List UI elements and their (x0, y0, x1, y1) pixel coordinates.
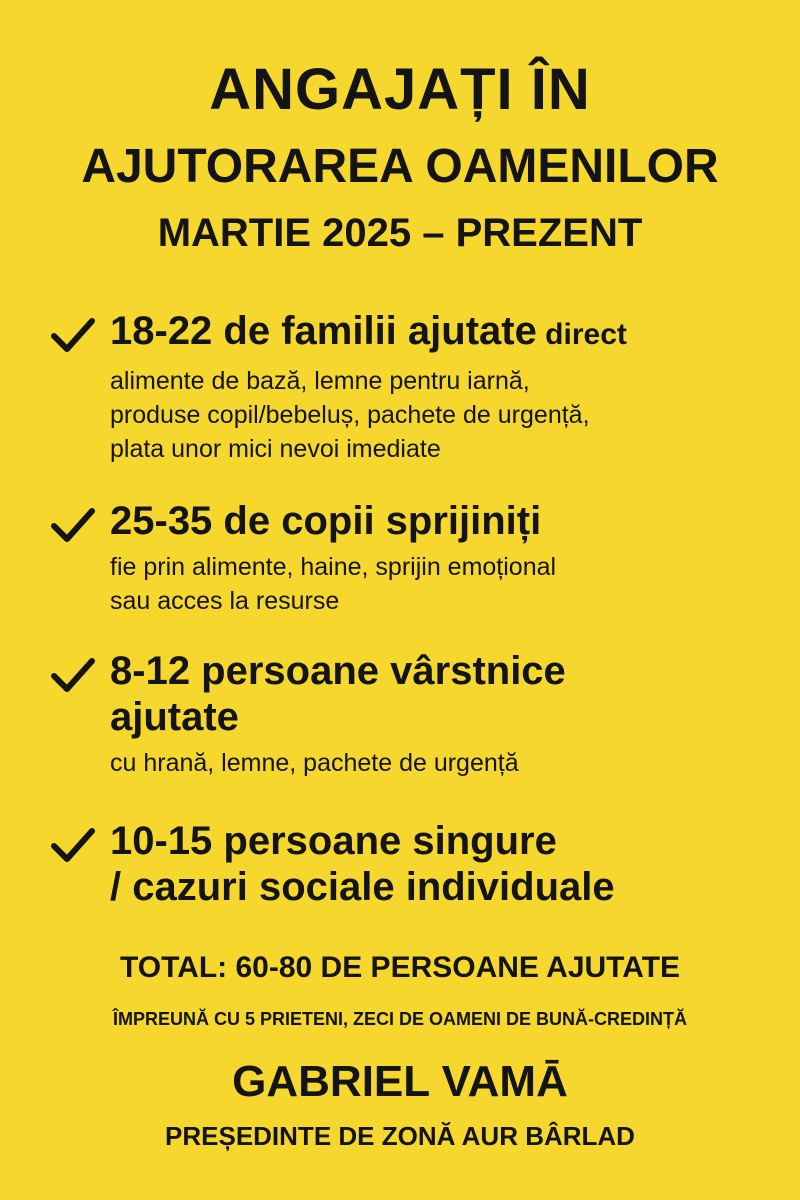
description-line: alimente de bază, lemne pentru iarnă, (110, 367, 530, 395)
author-role: PREȘEDINTE DE ZONĂ AUR BÂRLAD (165, 1121, 635, 1151)
description-line: cu hrană, lemne, pachete de urgență (110, 749, 519, 777)
headline-text: 18-22 de familii ajutate (110, 309, 537, 353)
achievement-headline (110, 648, 780, 740)
achievement-item-elderly (50, 648, 780, 780)
achievement-headline (110, 818, 780, 910)
description-line: fie prin alimente, haine, sprijin emoțional (110, 553, 557, 581)
check-icon (50, 506, 96, 546)
achievement-item-social-cases (50, 818, 780, 910)
headline-suffix: direct (536, 318, 627, 351)
description-line: plata unor mici nevoi imediate (110, 435, 441, 463)
title-line-1: ANGAJAȚI ÎN (209, 57, 591, 122)
headline-line: / cazuri sociale individuale (110, 865, 615, 909)
achievement-description (110, 550, 780, 618)
check-icon (50, 826, 96, 866)
achievement-item-children (50, 498, 780, 618)
check-icon (50, 316, 96, 356)
achievement-headline (110, 308, 780, 358)
total-summary: TOTAL: 60-80 DE PERSOANE AJUTATE (119, 951, 681, 984)
headline-line: 10-15 persoane singure (110, 819, 557, 863)
partners-note: ÎMPREUNĂ CU 5 PRIETENI, ZECI DE OAMENI DE BUNĂ-CREDINȚĂ (112, 1009, 688, 1029)
achievement-headline: 25-35 de copii sprijiniți (110, 499, 542, 543)
period-subtitle: MARTIE 2025 – PREZENT (157, 211, 643, 255)
check-icon (50, 656, 96, 696)
description-line: produse copil/bebeluș, pachete de urgență, (110, 401, 590, 429)
achievement-description (110, 746, 780, 780)
title-line-2: AJUTORAREA OAMENILOR (81, 140, 719, 193)
author-name: GABRIEL VAMĀ (232, 1057, 568, 1106)
achievement-item-families (50, 308, 780, 466)
achievement-description (110, 364, 780, 466)
headline-line: 8-12 persoane vârstnice (110, 649, 566, 693)
description-line: sau acces la resurse (110, 587, 340, 615)
headline-line: ajutate (110, 695, 239, 739)
